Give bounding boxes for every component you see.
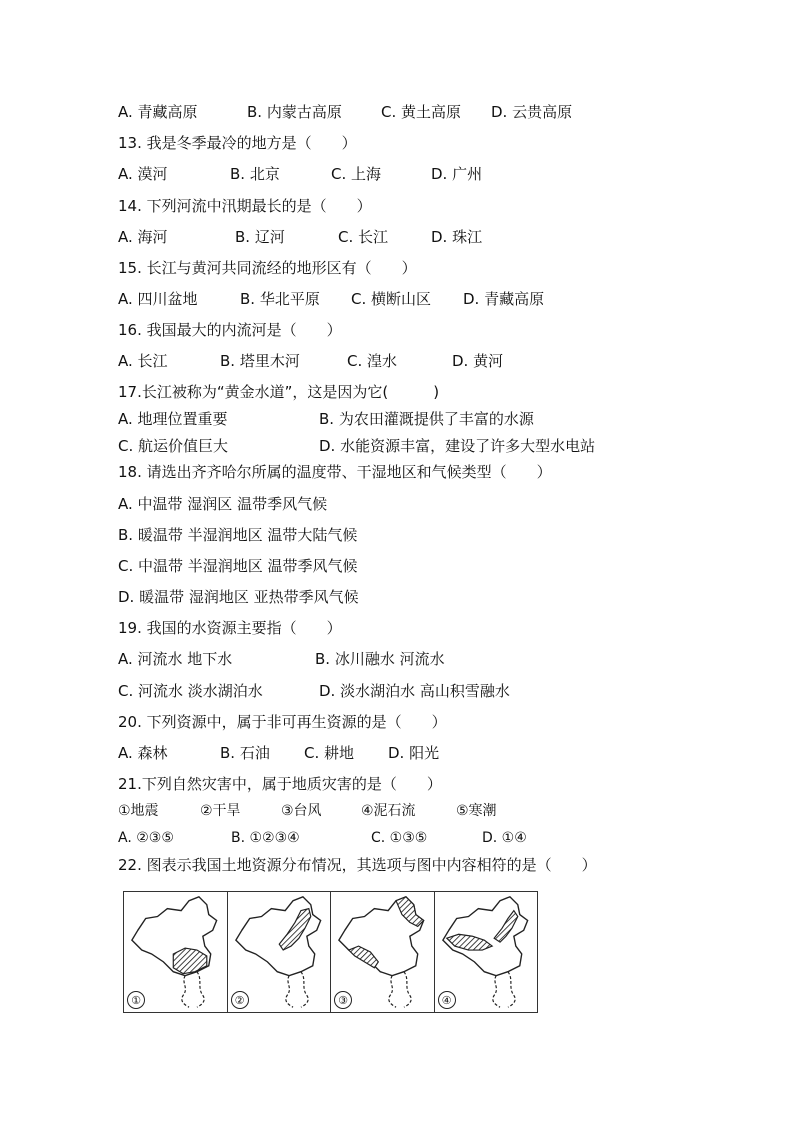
q22-stem: 22. 图表示我国土地资源分布情况，其选项与图中内容相符的是（ ） xyxy=(118,856,597,874)
map-panel-1 xyxy=(124,892,228,1012)
map-panel-4 xyxy=(435,892,538,1012)
q17-option-c: C. 航运价值巨大 xyxy=(118,437,229,455)
q21-item-1: ①地震 xyxy=(118,803,159,819)
q15-option-d: D. 青藏高原 xyxy=(463,290,545,308)
q20-option-b: B. 石油 xyxy=(220,744,270,762)
q21-item-3: ③台风 xyxy=(281,803,322,819)
q12-option-d: D. 云贵高原 xyxy=(491,103,573,121)
q21-item-5: ⑤寒潮 xyxy=(456,803,497,819)
q20-option-a: A. 森林 xyxy=(118,744,168,762)
q16-stem: 16. 我国最大的内流河是（ ） xyxy=(118,321,342,339)
map-panel-3 xyxy=(331,892,435,1012)
q21-item-2: ②干旱 xyxy=(200,803,241,819)
q13-stem: 13. 我是冬季最冷的地方是（ ） xyxy=(118,134,357,152)
map-panel-2 xyxy=(228,892,332,1012)
q14-option-b: B. 辽河 xyxy=(235,228,285,246)
q21-item-4: ④泥石流 xyxy=(361,803,416,819)
q13-option-b: B. 北京 xyxy=(230,165,280,183)
q18-option-c: C. 中温带 半湿润地区 温带季风气候 xyxy=(118,557,358,575)
q16-option-a: A. 长江 xyxy=(118,352,168,370)
q19-stem: 19. 我国的水资源主要指（ ） xyxy=(118,619,342,637)
q18-option-a: A. 中温带 湿润区 温带季风气候 xyxy=(118,495,328,513)
q15-option-b: B. 华北平原 xyxy=(240,290,320,308)
q21-option-b: B. ①②③④ xyxy=(231,830,300,846)
q20-stem: 20. 下列资源中，属于非可再生资源的是（ ） xyxy=(118,713,447,731)
q16-option-c: C. 湟水 xyxy=(347,352,398,370)
q12-option-a: A. 青藏高原 xyxy=(118,103,198,121)
q16-option-b: B. 塔里木河 xyxy=(220,352,300,370)
q13-option-c: C. 上海 xyxy=(331,165,382,183)
land-resource-figure xyxy=(123,891,538,1013)
panel-number-2: ② xyxy=(231,991,249,1009)
q14-option-c: C. 长江 xyxy=(338,228,389,246)
q12-option-b: B. 内蒙古高原 xyxy=(247,103,342,121)
q21-option-c: C. ①③⑤ xyxy=(371,830,428,846)
q18-option-d: D. 暖温带 湿润地区 亚热带季风气候 xyxy=(118,588,359,606)
q17-option-d: D. 水能资源丰富，建设了许多大型水电站 xyxy=(319,437,596,455)
q15-stem: 15. 长江与黄河共同流经的地形区有（ ） xyxy=(118,259,417,277)
q18-option-b: B. 暖温带 半湿润地区 温带大陆气候 xyxy=(118,526,358,544)
q14-option-a: A. 海河 xyxy=(118,228,168,246)
q18-stem: 18. 请选出齐齐哈尔所属的温度带、干湿地区和气候类型（ ） xyxy=(118,463,552,481)
q17-stem: 17.长江被称为“黄金水道”，这是因为它( ) xyxy=(118,383,440,401)
q16-option-d: D. 黄河 xyxy=(452,352,504,370)
q13-option-a: A. 漠河 xyxy=(118,165,168,183)
q19-option-c: C. 河流水 淡水湖泊水 xyxy=(118,682,263,700)
q14-stem: 14. 下列河流中汛期最长的是（ ） xyxy=(118,197,372,215)
panel-number-3: ③ xyxy=(334,991,352,1009)
q17-option-b: B. 为农田灌溉提供了丰富的水源 xyxy=(319,410,534,428)
q19-option-a: A. 河流水 地下水 xyxy=(118,650,233,668)
q15-option-c: C. 横断山区 xyxy=(351,290,432,308)
q15-option-a: A. 四川盆地 xyxy=(118,290,198,308)
panel-number-4: ④ xyxy=(438,991,456,1009)
q14-option-d: D. 珠江 xyxy=(431,228,483,246)
q21-stem: 21.下列自然灾害中，属于地质灾害的是（ ） xyxy=(118,775,442,793)
q20-option-c: C. 耕地 xyxy=(304,744,355,762)
q21-option-a: A. ②③⑤ xyxy=(118,830,174,846)
q20-option-d: D. 阳光 xyxy=(388,744,440,762)
q12-option-c: C. 黄土高原 xyxy=(381,103,462,121)
q21-option-d: D. ①④ xyxy=(482,830,527,846)
q19-option-b: B. 冰川融水 河流水 xyxy=(315,650,445,668)
q19-option-d: D. 淡水湖泊水 高山积雪融水 xyxy=(319,682,510,700)
panel-number-1: ① xyxy=(127,991,145,1009)
q17-option-a: A. 地理位置重要 xyxy=(118,410,228,428)
q13-option-d: D. 广州 xyxy=(431,165,483,183)
